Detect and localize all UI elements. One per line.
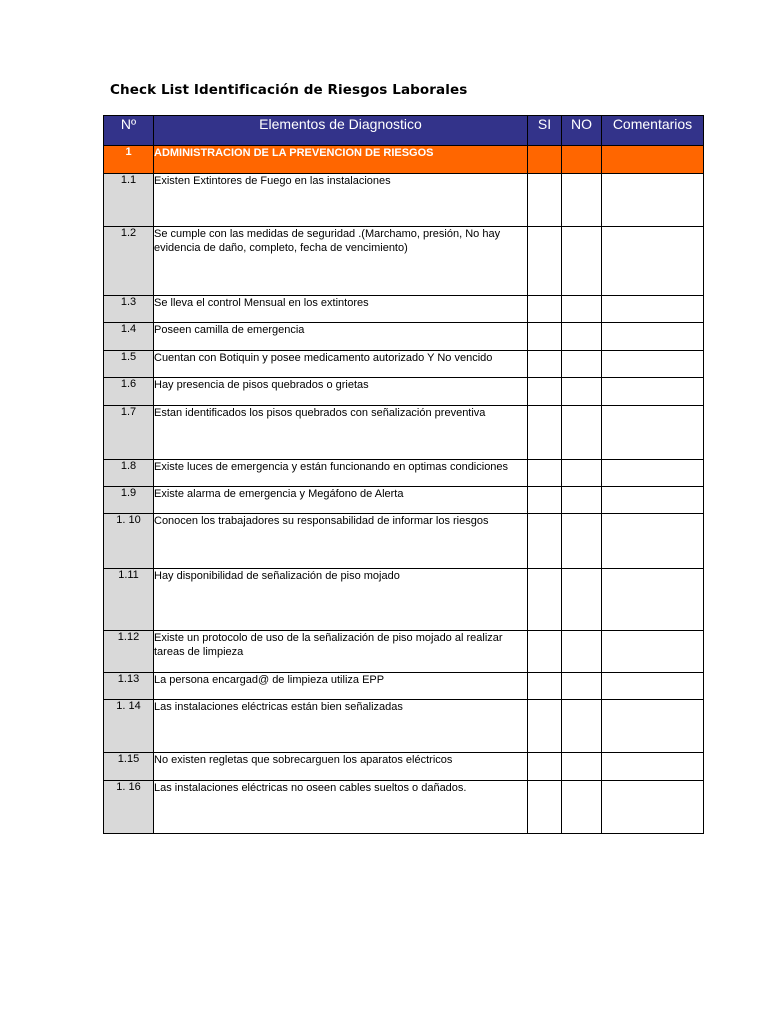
comment-cell[interactable] [602, 323, 704, 351]
comment-cell[interactable] [602, 700, 704, 753]
table-row [104, 323, 704, 351]
no-checkbox-cell[interactable] [562, 569, 602, 631]
si-checkbox-cell[interactable] [528, 227, 562, 296]
header-elements: Elementos de Diagnostico [154, 116, 528, 146]
item-number: 1.6 [104, 378, 154, 406]
item-text: Se cumple con las medidas de seguridad .(Marchamo, presión, No hay evidencia de daño, completo, fecha de vencimiento) [154, 227, 528, 296]
comment-cell[interactable] [602, 227, 704, 296]
table-row [104, 781, 704, 834]
item-text: La persona encargad@ de limpieza utiliza EPP [154, 673, 528, 700]
table-row [104, 227, 704, 296]
no-checkbox-cell[interactable] [562, 514, 602, 569]
item-text: Existe un protocolo de uso de la señalización de piso mojado al realizar tareas de limpieza [154, 631, 528, 673]
si-checkbox-cell[interactable] [528, 631, 562, 673]
comment-cell[interactable] [602, 406, 704, 460]
si-checkbox-cell[interactable] [528, 487, 562, 514]
si-checkbox-cell[interactable] [528, 753, 562, 781]
si-checkbox-cell[interactable] [528, 406, 562, 460]
no-checkbox-cell[interactable] [562, 227, 602, 296]
item-number: 1.2 [104, 227, 154, 296]
table-row [104, 487, 704, 514]
no-checkbox-cell[interactable] [562, 378, 602, 406]
si-checkbox-cell[interactable] [528, 781, 562, 834]
comment-cell[interactable] [602, 781, 704, 834]
table-row [104, 351, 704, 378]
item-number: 1.3 [104, 296, 154, 323]
no-checkbox-cell[interactable] [562, 323, 602, 351]
item-number: 1. 10 [104, 514, 154, 569]
no-checkbox-cell[interactable] [562, 174, 602, 227]
item-number: 1. 14 [104, 700, 154, 753]
header-number: Nº [104, 116, 154, 146]
comment-cell[interactable] [602, 569, 704, 631]
comment-cell[interactable] [602, 296, 704, 323]
item-text: Conocen los trabajadores su responsabilidad de informar los riesgos [154, 514, 528, 569]
no-checkbox-cell[interactable] [562, 487, 602, 514]
section-label: ADMINISTRACION DE LA PREVENCION DE RIESGOS [154, 146, 528, 174]
no-checkbox-cell[interactable] [562, 753, 602, 781]
no-checkbox-cell[interactable] [562, 673, 602, 700]
item-number: 1.11 [104, 569, 154, 631]
no-checkbox-cell[interactable] [562, 781, 602, 834]
item-text: Las instalaciones eléctricas están bien señalizadas [154, 700, 528, 753]
si-checkbox-cell[interactable] [528, 351, 562, 378]
section-number: 1 [104, 146, 154, 174]
no-checkbox-cell[interactable] [562, 460, 602, 487]
item-number: 1.13 [104, 673, 154, 700]
header-comments: Comentarios [602, 116, 704, 146]
item-number: 1.8 [104, 460, 154, 487]
item-number: 1. 16 [104, 781, 154, 834]
si-checkbox-cell[interactable] [528, 514, 562, 569]
item-number: 1.1 [104, 174, 154, 227]
item-number: 1.15 [104, 753, 154, 781]
section-row [104, 146, 704, 174]
si-checkbox-cell[interactable] [528, 460, 562, 487]
item-text: No existen regletas que sobrecarguen los aparatos eléctricos [154, 753, 528, 781]
item-text: Estan identificados los pisos quebrados con señalización preventiva [154, 406, 528, 460]
item-text: Hay disponibilidad de señalización de piso mojado [154, 569, 528, 631]
comment-cell[interactable] [602, 673, 704, 700]
no-checkbox-cell[interactable] [562, 296, 602, 323]
item-text: Existe alarma de emergencia y Megáfono de Alerta [154, 487, 528, 514]
item-text: Cuentan con Botiquin y posee medicamento autorizado Y No vencido [154, 351, 528, 378]
comment-cell[interactable] [602, 460, 704, 487]
si-checkbox-cell[interactable] [528, 174, 562, 227]
table-row [104, 406, 704, 460]
si-checkbox-cell[interactable] [528, 700, 562, 753]
table-row [104, 296, 704, 323]
comment-cell[interactable] [602, 378, 704, 406]
comment-cell[interactable] [602, 174, 704, 227]
header-no: NO [562, 116, 602, 146]
table-row [104, 174, 704, 227]
header-row [104, 116, 704, 146]
page-title: Check List Identificación de Riesgos Laborales [110, 82, 468, 98]
table-row [104, 753, 704, 781]
table-row [104, 378, 704, 406]
no-checkbox-cell[interactable] [562, 351, 602, 378]
item-number: 1.7 [104, 406, 154, 460]
table-row [104, 514, 704, 569]
table-row [104, 631, 704, 673]
item-number: 1.4 [104, 323, 154, 351]
si-checkbox-cell[interactable] [528, 323, 562, 351]
comment-cell[interactable] [602, 487, 704, 514]
item-number: 1.9 [104, 487, 154, 514]
table-row [104, 460, 704, 487]
item-text: Existen Extintores de Fuego en las instalaciones [154, 174, 528, 227]
table-row [104, 569, 704, 631]
si-checkbox-cell[interactable] [528, 569, 562, 631]
si-checkbox-cell[interactable] [528, 296, 562, 323]
section-comment-cell [602, 146, 704, 174]
item-text: Se lleva el control Mensual en los extintores [154, 296, 528, 323]
comment-cell[interactable] [602, 631, 704, 673]
si-checkbox-cell[interactable] [528, 378, 562, 406]
comment-cell[interactable] [602, 514, 704, 569]
item-text: Existe luces de emergencia y están funcionando en optimas condiciones [154, 460, 528, 487]
table-row [104, 673, 704, 700]
item-text: Poseen camilla de emergencia [154, 323, 528, 351]
item-number: 1.12 [104, 631, 154, 673]
no-checkbox-cell[interactable] [562, 406, 602, 460]
item-text: Las instalaciones eléctricas no oseen cables sueltos o dañados. [154, 781, 528, 834]
table-row [104, 700, 704, 753]
checklist-table [103, 115, 704, 834]
si-checkbox-cell[interactable] [528, 673, 562, 700]
item-number: 1.5 [104, 351, 154, 378]
no-checkbox-cell[interactable] [562, 631, 602, 673]
section-si-cell [528, 146, 562, 174]
section-no-cell [562, 146, 602, 174]
header-si: SI [528, 116, 562, 146]
no-checkbox-cell[interactable] [562, 700, 602, 753]
item-text: Hay presencia de pisos quebrados o grietas [154, 378, 528, 406]
comment-cell[interactable] [602, 753, 704, 781]
comment-cell[interactable] [602, 351, 704, 378]
